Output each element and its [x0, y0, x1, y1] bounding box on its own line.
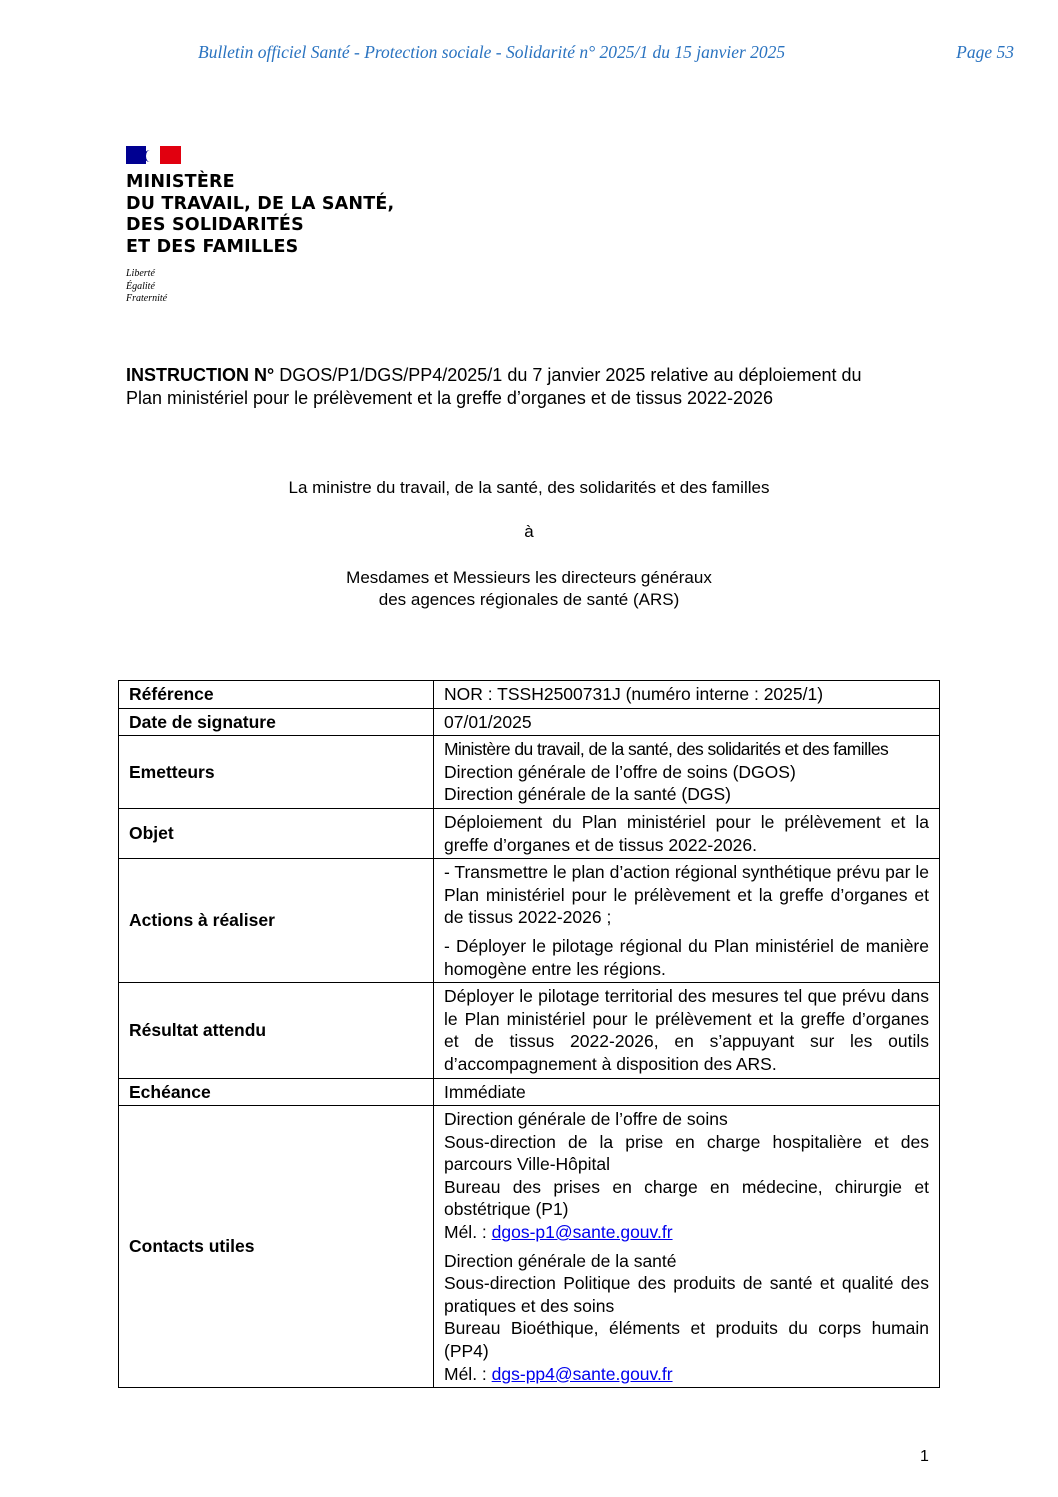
row-label: Contacts utiles	[119, 1106, 434, 1388]
row-label: Emetteurs	[119, 736, 434, 809]
ministry-logo	[126, 146, 394, 306]
table-row-objet	[119, 808, 940, 858]
contact-mel	[444, 1221, 929, 1244]
bulletin-title: Bulletin officiel Santé - Protection sociale - Solidarité n° 2025/1 du 15 janvier 2025	[198, 42, 786, 62]
table-row-date	[119, 708, 940, 736]
contact-direction: Direction générale de la santé	[444, 1250, 677, 1271]
bulletin-page-ref: Page 53	[956, 42, 1014, 62]
action-item: - Déployer le pilotage régional du Plan ministériel de manière homogène entre les régions.	[444, 935, 929, 979]
row-value: Immédiate	[434, 1078, 940, 1106]
row-label: Référence	[119, 681, 434, 709]
addressee-preposition: à	[524, 522, 534, 541]
instruction-title	[126, 364, 936, 409]
mel-label: Mél. :	[444, 1363, 492, 1384]
instruction-line-2: Plan ministériel pour le prélèvement et la greffe d’organes et de tissus 2022-2026	[126, 387, 774, 408]
emetteur-line: Direction générale de la santé (DGS)	[444, 784, 731, 805]
row-label: Date de signature	[119, 708, 434, 736]
row-value: Déploiement du Plan ministériel pour le prélèvement et la greffe d’organes et de tissus 2022-2026.	[434, 808, 940, 858]
instruction-metadata-table	[118, 680, 940, 1388]
instruction-line-1	[126, 364, 936, 387]
motto-line: Liberté	[126, 268, 155, 279]
republic-motto	[126, 268, 394, 306]
emetteur-line: Ministère du travail, de la santé, des solidarités et des familles	[444, 739, 889, 760]
sender: La ministre du travail, de la santé, des solidarités et des familles	[288, 478, 770, 497]
recipients-line-1: Mesdames et Messieurs les directeurs généraux	[346, 568, 712, 587]
email-link-dgos[interactable]: dgos-p1@sante.gouv.fr	[491, 1222, 673, 1243]
action-item: - Transmettre le plan d’action régional synthétique prévu par le Plan ministériel pour le prélèvement et la greffe d’organes et de tissus 2022-2026 ;	[444, 862, 929, 928]
table-row-echeance	[119, 1078, 940, 1106]
ministry-name-line: DES SOLIDARITÉS	[126, 215, 304, 235]
contact-mel	[444, 1363, 929, 1386]
ministry-name-line: MINISTÈRE	[126, 172, 235, 192]
row-value: Déployer le pilotage territorial des mesures tel que prévu dans le Plan ministériel pour le prélèvement et la greffe d’organes et de tissus 2022-2026, en s’appuyant sur les outils d’accompagnement à disposition des ARS.	[434, 983, 940, 1078]
row-label: Echéance	[119, 1078, 434, 1106]
contact-bureau: Bureau Bioéthique, éléments et produits du corps humain (PP4)	[444, 1318, 929, 1362]
instruction-label: INSTRUCTION N°	[126, 365, 275, 385]
contact-dgos	[444, 1108, 929, 1244]
row-value: NOR : TSSH2500731J (numéro interne : 2025/1)	[434, 681, 940, 709]
motto-line: Fraternité	[126, 293, 168, 304]
contact-sous-direction: Sous-direction de la prise en charge hospitalière et des parcours Ville-Hôpital	[444, 1131, 929, 1175]
contact-dgs	[444, 1250, 929, 1386]
emetteur-line: Direction générale de l’offre de soins (DGOS)	[444, 761, 796, 782]
marianne-flag-icon	[126, 146, 181, 164]
contact-direction: Direction générale de l’offre de soins	[444, 1109, 728, 1130]
instruction-text: DGOS/P1/DGS/PP4/2025/1 du 7 janvier 2025 relative au déploiement du	[274, 365, 862, 385]
table-row-reference	[119, 681, 940, 709]
ministry-name-line: ET DES FAMILLES	[126, 236, 299, 257]
row-value	[434, 1106, 940, 1388]
table-row-contacts	[119, 1106, 940, 1388]
ministry-name-line: DU TRAVAIL, DE LA SANTÉ,	[126, 193, 395, 214]
running-header	[198, 42, 1016, 66]
row-label: Résultat attendu	[119, 983, 434, 1078]
table-row-resultat	[119, 983, 940, 1078]
recipients-line-2: des agences régionales de santé (ARS)	[378, 590, 680, 609]
ministry-name	[126, 172, 394, 258]
motto-line: Égalité	[126, 280, 155, 292]
contact-bureau: Bureau des prises en charge en médecine, chirurgie et obstétrique (P1)	[444, 1176, 929, 1220]
row-value	[434, 736, 940, 809]
row-label: Actions à réaliser	[119, 859, 434, 983]
email-link-dgs[interactable]: dgs-pp4@sante.gouv.fr	[491, 1363, 673, 1384]
row-label: Objet	[119, 808, 434, 858]
table-row-emetteurs	[119, 736, 940, 809]
mel-label: Mél. :	[444, 1222, 492, 1243]
row-value	[434, 859, 940, 983]
table-row-actions	[119, 859, 940, 983]
page-number: 1	[920, 1448, 929, 1465]
contact-sous-direction: Sous-direction Politique des produits de santé et qualité des pratiques et des soins	[444, 1273, 929, 1316]
row-value: 07/01/2025	[434, 708, 940, 736]
